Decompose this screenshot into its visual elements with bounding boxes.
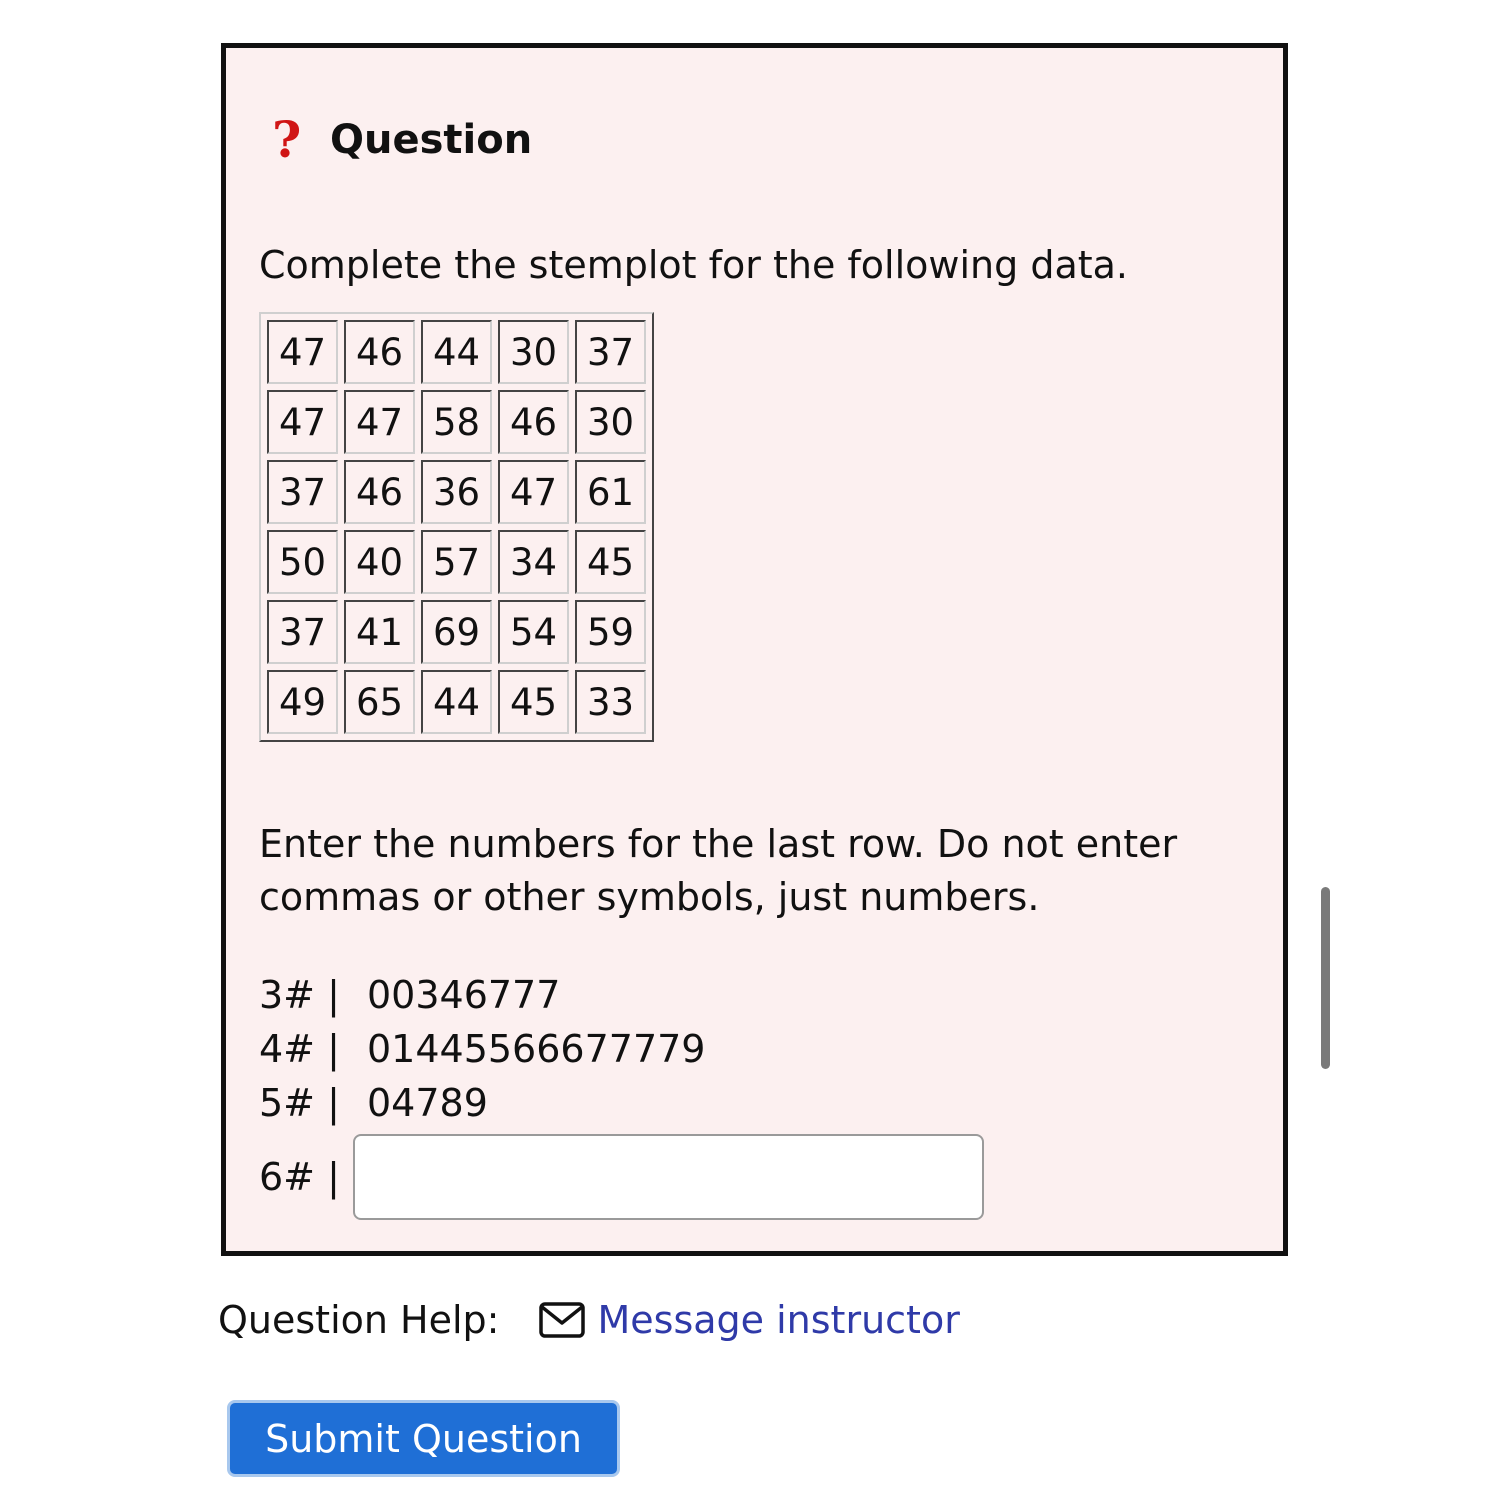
stemplot-input-row: [259, 1134, 984, 1220]
question-header: [272, 112, 532, 168]
stem-label: 5# |: [259, 1081, 340, 1125]
table-cell: 57: [421, 530, 492, 594]
question-help: [218, 1294, 960, 1346]
table-cell: 47: [267, 390, 338, 454]
stemplot-row: [259, 968, 705, 1022]
table-row: [267, 460, 646, 524]
data-table: [259, 312, 654, 742]
table-cell: 44: [421, 320, 492, 384]
stem-label: 6# |: [259, 1155, 340, 1199]
table-cell: 45: [575, 530, 646, 594]
table-cell: 46: [498, 390, 569, 454]
table-cell: 47: [344, 390, 415, 454]
table-cell: 46: [344, 320, 415, 384]
stemplot-row: [259, 1076, 705, 1130]
table-cell: 45: [498, 670, 569, 734]
table-cell: 41: [344, 600, 415, 664]
scrollbar-thumb[interactable]: [1321, 887, 1330, 1069]
question-mark-icon: ?: [272, 110, 302, 169]
question-box: [221, 43, 1288, 1256]
question-title: Question: [330, 117, 533, 163]
table-cell: 49: [267, 670, 338, 734]
table-cell: 37: [267, 600, 338, 664]
table-cell: 36: [421, 460, 492, 524]
table-cell: 44: [421, 670, 492, 734]
table-cell: 59: [575, 600, 646, 664]
table-cell: 37: [267, 460, 338, 524]
table-row: [267, 600, 646, 664]
table-cell: 30: [575, 390, 646, 454]
instructions-text: Enter the numbers for the last row. Do not enter commas or other symbols, just numbers.: [259, 822, 1178, 919]
leaf-values: 04789: [367, 1081, 488, 1125]
message-instructor-link[interactable]: Message instructor: [597, 1298, 960, 1342]
table-cell: 54: [498, 600, 569, 664]
leaf-values: 00346777: [367, 973, 561, 1017]
table-row: [267, 320, 646, 384]
stemplot-row: [259, 1022, 705, 1076]
mail-icon[interactable]: [539, 1302, 585, 1338]
question-prompt: Complete the stemplot for the following data.: [259, 243, 1129, 287]
leaf-values: 01445566677779: [367, 1027, 706, 1071]
table-cell: 47: [267, 320, 338, 384]
table-cell: 65: [344, 670, 415, 734]
table-row: [267, 670, 646, 734]
table-cell: 61: [575, 460, 646, 524]
table-cell: 50: [267, 530, 338, 594]
table-cell: 46: [344, 460, 415, 524]
table-cell: 37: [575, 320, 646, 384]
table-cell: 33: [575, 670, 646, 734]
stem-label: 3# |: [259, 973, 340, 1017]
table-cell: 40: [344, 530, 415, 594]
table-row: [267, 390, 646, 454]
stemplot: [259, 968, 705, 1130]
submit-question-button[interactable]: Submit Question: [227, 1400, 620, 1477]
help-label: Question Help:: [218, 1298, 500, 1342]
answer-input[interactable]: [353, 1134, 984, 1220]
table-cell: 30: [498, 320, 569, 384]
stem-label: 4# |: [259, 1027, 340, 1071]
table-row: [267, 530, 646, 594]
table-cell: 34: [498, 530, 569, 594]
table-cell: 58: [421, 390, 492, 454]
table-cell: 47: [498, 460, 569, 524]
table-cell: 69: [421, 600, 492, 664]
